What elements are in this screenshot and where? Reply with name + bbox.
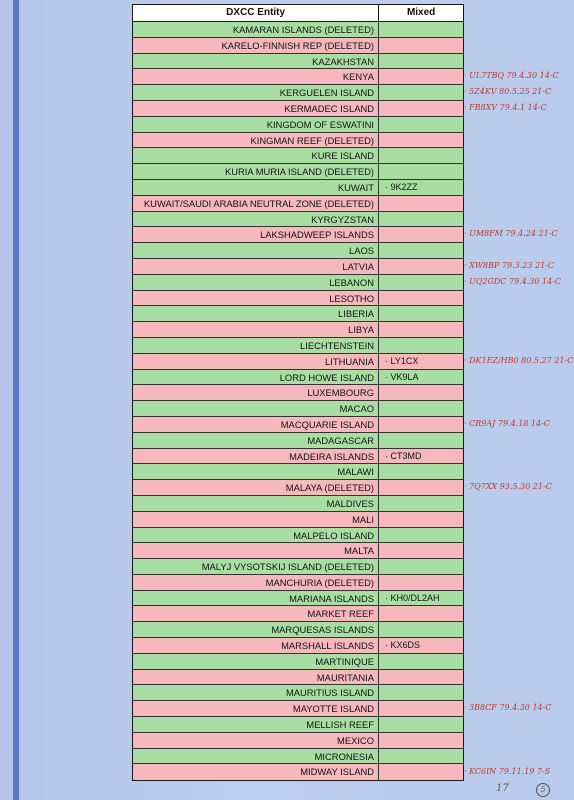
entity-cell: MARTINIQUE	[133, 654, 379, 669]
entity-cell: MADAGASCAR	[133, 433, 379, 448]
table-row	[133, 464, 463, 480]
entity-cell: MEXICO	[133, 733, 379, 748]
mixed-cell	[379, 227, 463, 242]
page-number: 17	[496, 783, 509, 794]
mixed-cell	[379, 717, 463, 732]
table-row	[133, 449, 463, 465]
table-row	[133, 259, 463, 275]
header-mixed: Mixed	[406, 7, 436, 18]
mixed-cell	[379, 212, 463, 227]
mixed-cell	[379, 385, 463, 400]
entity-cell: LATVIA	[133, 259, 379, 274]
handwritten-qso-note: · 7Q7XX 93.5.30 21-C	[464, 482, 552, 492]
entity-cell: LIECHTENSTEIN	[133, 338, 379, 353]
table-row	[133, 354, 463, 370]
table-row	[133, 685, 463, 701]
table-header	[133, 5, 463, 22]
table-row	[133, 322, 463, 338]
mixed-cell	[379, 38, 463, 53]
table-row	[133, 606, 463, 622]
mixed-cell: · LY1CX	[385, 355, 419, 366]
table-row	[133, 670, 463, 686]
mixed-cell	[379, 480, 463, 495]
entity-cell: KAZAKHSTAN	[133, 54, 379, 69]
mixed-cell	[379, 69, 463, 84]
table-row	[133, 291, 463, 307]
mixed-cell	[379, 417, 463, 432]
entity-cell: MARSHALL ISLANDS	[133, 638, 379, 653]
handwritten-qso-note: · KC6IN 79.11.19 7-S	[464, 766, 551, 776]
entity-cell: KURIA MURIA ISLAND (DELETED)	[133, 164, 379, 179]
entity-cell: MALTA	[133, 543, 379, 558]
table-row	[133, 512, 463, 528]
table-row	[133, 148, 463, 164]
entity-cell: LUXEMBOURG	[133, 385, 379, 400]
mixed-cell: · VK9LA	[385, 371, 419, 382]
mixed-cell	[379, 543, 463, 558]
entity-cell: MARKET REEF	[133, 606, 379, 621]
mixed-cell	[379, 148, 463, 163]
entity-cell: MALYJ VYSOTSKIJ ISLAND (DELETED)	[133, 559, 379, 574]
mixed-cell: · 9K2ZZ	[385, 181, 418, 192]
table-row	[133, 227, 463, 243]
entity-cell: KERGUELEN ISLAND	[133, 85, 379, 100]
handwritten-qso-note: · UL7TBQ 79.4.30 14-C	[464, 71, 559, 81]
mixed-cell	[379, 291, 463, 306]
entity-cell: KINGDOM OF ESWATINI	[133, 117, 379, 132]
table-row	[133, 69, 463, 85]
mixed-cell	[379, 275, 463, 290]
entity-cell: LIBYA	[133, 322, 379, 337]
table-row	[133, 401, 463, 417]
mixed-cell: · KX6DS	[385, 640, 421, 651]
table-row	[133, 22, 463, 38]
entity-cell: LIBERIA	[133, 306, 379, 321]
entity-cell: MADEIRA ISLANDS	[133, 449, 379, 464]
entity-cell: KINGMAN REEF (DELETED)	[133, 133, 379, 148]
mixed-cell	[379, 559, 463, 574]
handwritten-qso-note: · 5Z4KV 80.5.25 21-C	[464, 87, 552, 97]
table-row	[133, 370, 463, 386]
table-row	[133, 306, 463, 322]
mixed-cell	[379, 54, 463, 69]
table-row	[133, 559, 463, 575]
entity-cell: KENYA	[133, 69, 379, 84]
circled-sheet-number: 5	[536, 783, 550, 797]
entity-cell: KURE ISLAND	[133, 148, 379, 163]
table-row	[133, 196, 463, 212]
mixed-cell	[379, 101, 463, 116]
mixed-cell	[379, 654, 463, 669]
mixed-cell	[379, 528, 463, 543]
mixed-cell	[379, 496, 463, 511]
mixed-cell	[379, 338, 463, 353]
mixed-cell	[379, 575, 463, 590]
mixed-cell	[379, 749, 463, 764]
entity-cell: LEBANON	[133, 275, 379, 290]
mixed-cell	[379, 670, 463, 685]
mixed-cell	[379, 685, 463, 700]
mixed-cell	[379, 606, 463, 621]
table-row	[133, 622, 463, 638]
entity-cell: MELLISH REEF	[133, 717, 379, 732]
table-row	[133, 496, 463, 512]
entity-cell: MALAYA (DELETED)	[133, 480, 379, 495]
entity-cell: KUWAIT/SAUDI ARABIA NEUTRAL ZONE (DELETED)	[133, 196, 379, 211]
entity-cell: MARIANA ISLANDS	[133, 591, 379, 606]
entity-cell: KARELO-FINNISH REP (DELETED)	[133, 38, 379, 53]
entity-cell: MAURITIUS ISLAND	[133, 685, 379, 700]
handwritten-qso-note: · UM8FM 79.4.24 21-C	[464, 229, 558, 239]
entity-cell: LAKSHADWEEP ISLANDS	[133, 227, 379, 242]
table-row	[133, 733, 463, 749]
mixed-cell	[379, 401, 463, 416]
table-row	[133, 180, 463, 196]
table-row	[133, 701, 463, 717]
entity-cell: LAOS	[133, 243, 379, 258]
entity-cell: MIDWAY ISLAND	[133, 764, 379, 780]
table-row	[133, 338, 463, 354]
table-row	[133, 385, 463, 401]
mixed-cell	[379, 322, 463, 337]
table-row	[133, 433, 463, 449]
table-row	[133, 101, 463, 117]
mixed-cell: · CT3MD	[385, 450, 422, 461]
entity-cell: MICRONESIA	[133, 749, 379, 764]
entity-cell: MANCHURIA (DELETED)	[133, 575, 379, 590]
table-row	[133, 133, 463, 149]
table-row	[133, 528, 463, 544]
table-row	[133, 275, 463, 291]
entity-cell: MALI	[133, 512, 379, 527]
entity-cell: MAURITANIA	[133, 670, 379, 685]
mixed-cell	[379, 259, 463, 274]
entity-cell: LORD HOWE ISLAND	[133, 370, 379, 385]
header-dxcc-entity: DXCC Entity	[133, 5, 379, 21]
entity-cell: MACAO	[133, 401, 379, 416]
table-row	[133, 85, 463, 101]
table-row	[133, 212, 463, 228]
mixed-cell	[379, 196, 463, 211]
mixed-cell	[379, 306, 463, 321]
mixed-cell	[379, 464, 463, 479]
mixed-cell	[379, 622, 463, 637]
table-row	[133, 54, 463, 70]
entity-cell: KUWAIT	[133, 180, 379, 195]
handwritten-qso-note: · 3B8CF 79.4.30 14-C	[464, 703, 552, 713]
entity-cell: KYRGYZSTAN	[133, 212, 379, 227]
entity-cell: KERMADEC ISLAND	[133, 101, 379, 116]
handwritten-qso-note: · DK1EZ/HB0 80.5.27 21-C	[464, 355, 574, 365]
table-row	[133, 543, 463, 559]
mixed-cell	[379, 22, 463, 37]
table-row	[133, 749, 463, 765]
handwritten-qso-note: · XW8BP 79.3.23 21-C	[464, 261, 554, 270]
entity-cell: MARQUESAS ISLANDS	[133, 622, 379, 637]
entity-cell: MALPELO ISLAND	[133, 528, 379, 543]
handwritten-qso-note: · UQ2GDC 79.4.30 14-C	[464, 276, 562, 286]
table-row	[133, 654, 463, 670]
table-row	[133, 764, 463, 780]
entity-cell: KAMARAN ISLANDS (DELETED)	[133, 22, 379, 37]
mixed-cell	[379, 433, 463, 448]
mixed-cell	[379, 164, 463, 179]
dxcc-table	[132, 4, 464, 781]
entity-cell: MALDIVES	[133, 496, 379, 511]
entity-cell: MALAWI	[133, 464, 379, 479]
entity-cell: LITHUANIA	[133, 354, 379, 369]
mixed-cell	[379, 764, 463, 780]
binding-edge-stripe	[13, 0, 19, 800]
table-row	[133, 117, 463, 133]
table-row	[133, 243, 463, 259]
table-row	[133, 717, 463, 733]
table-row	[133, 164, 463, 180]
table-body	[133, 22, 463, 780]
mixed-cell	[379, 701, 463, 716]
mixed-cell	[379, 117, 463, 132]
table-row	[133, 38, 463, 54]
mixed-cell	[379, 733, 463, 748]
mixed-cell	[379, 512, 463, 527]
table-row	[133, 575, 463, 591]
mixed-cell: · KH0/DL2AH	[385, 592, 440, 603]
entity-cell: MAYOTTE ISLAND	[133, 701, 379, 716]
table-row	[133, 480, 463, 496]
table-row	[133, 417, 463, 433]
entity-cell: MACQUARIE ISLAND	[133, 417, 379, 432]
mixed-cell	[379, 243, 463, 258]
mixed-cell	[379, 133, 463, 148]
table-row	[133, 638, 463, 654]
handwritten-qso-note: · FB8XV 79.4.1 14-C	[464, 103, 547, 112]
handwritten-qso-note: · CR9AJ 79.4.18 14-C	[464, 419, 550, 428]
mixed-cell	[379, 85, 463, 100]
entity-cell: LESOTHO	[133, 291, 379, 306]
table-row	[133, 591, 463, 607]
